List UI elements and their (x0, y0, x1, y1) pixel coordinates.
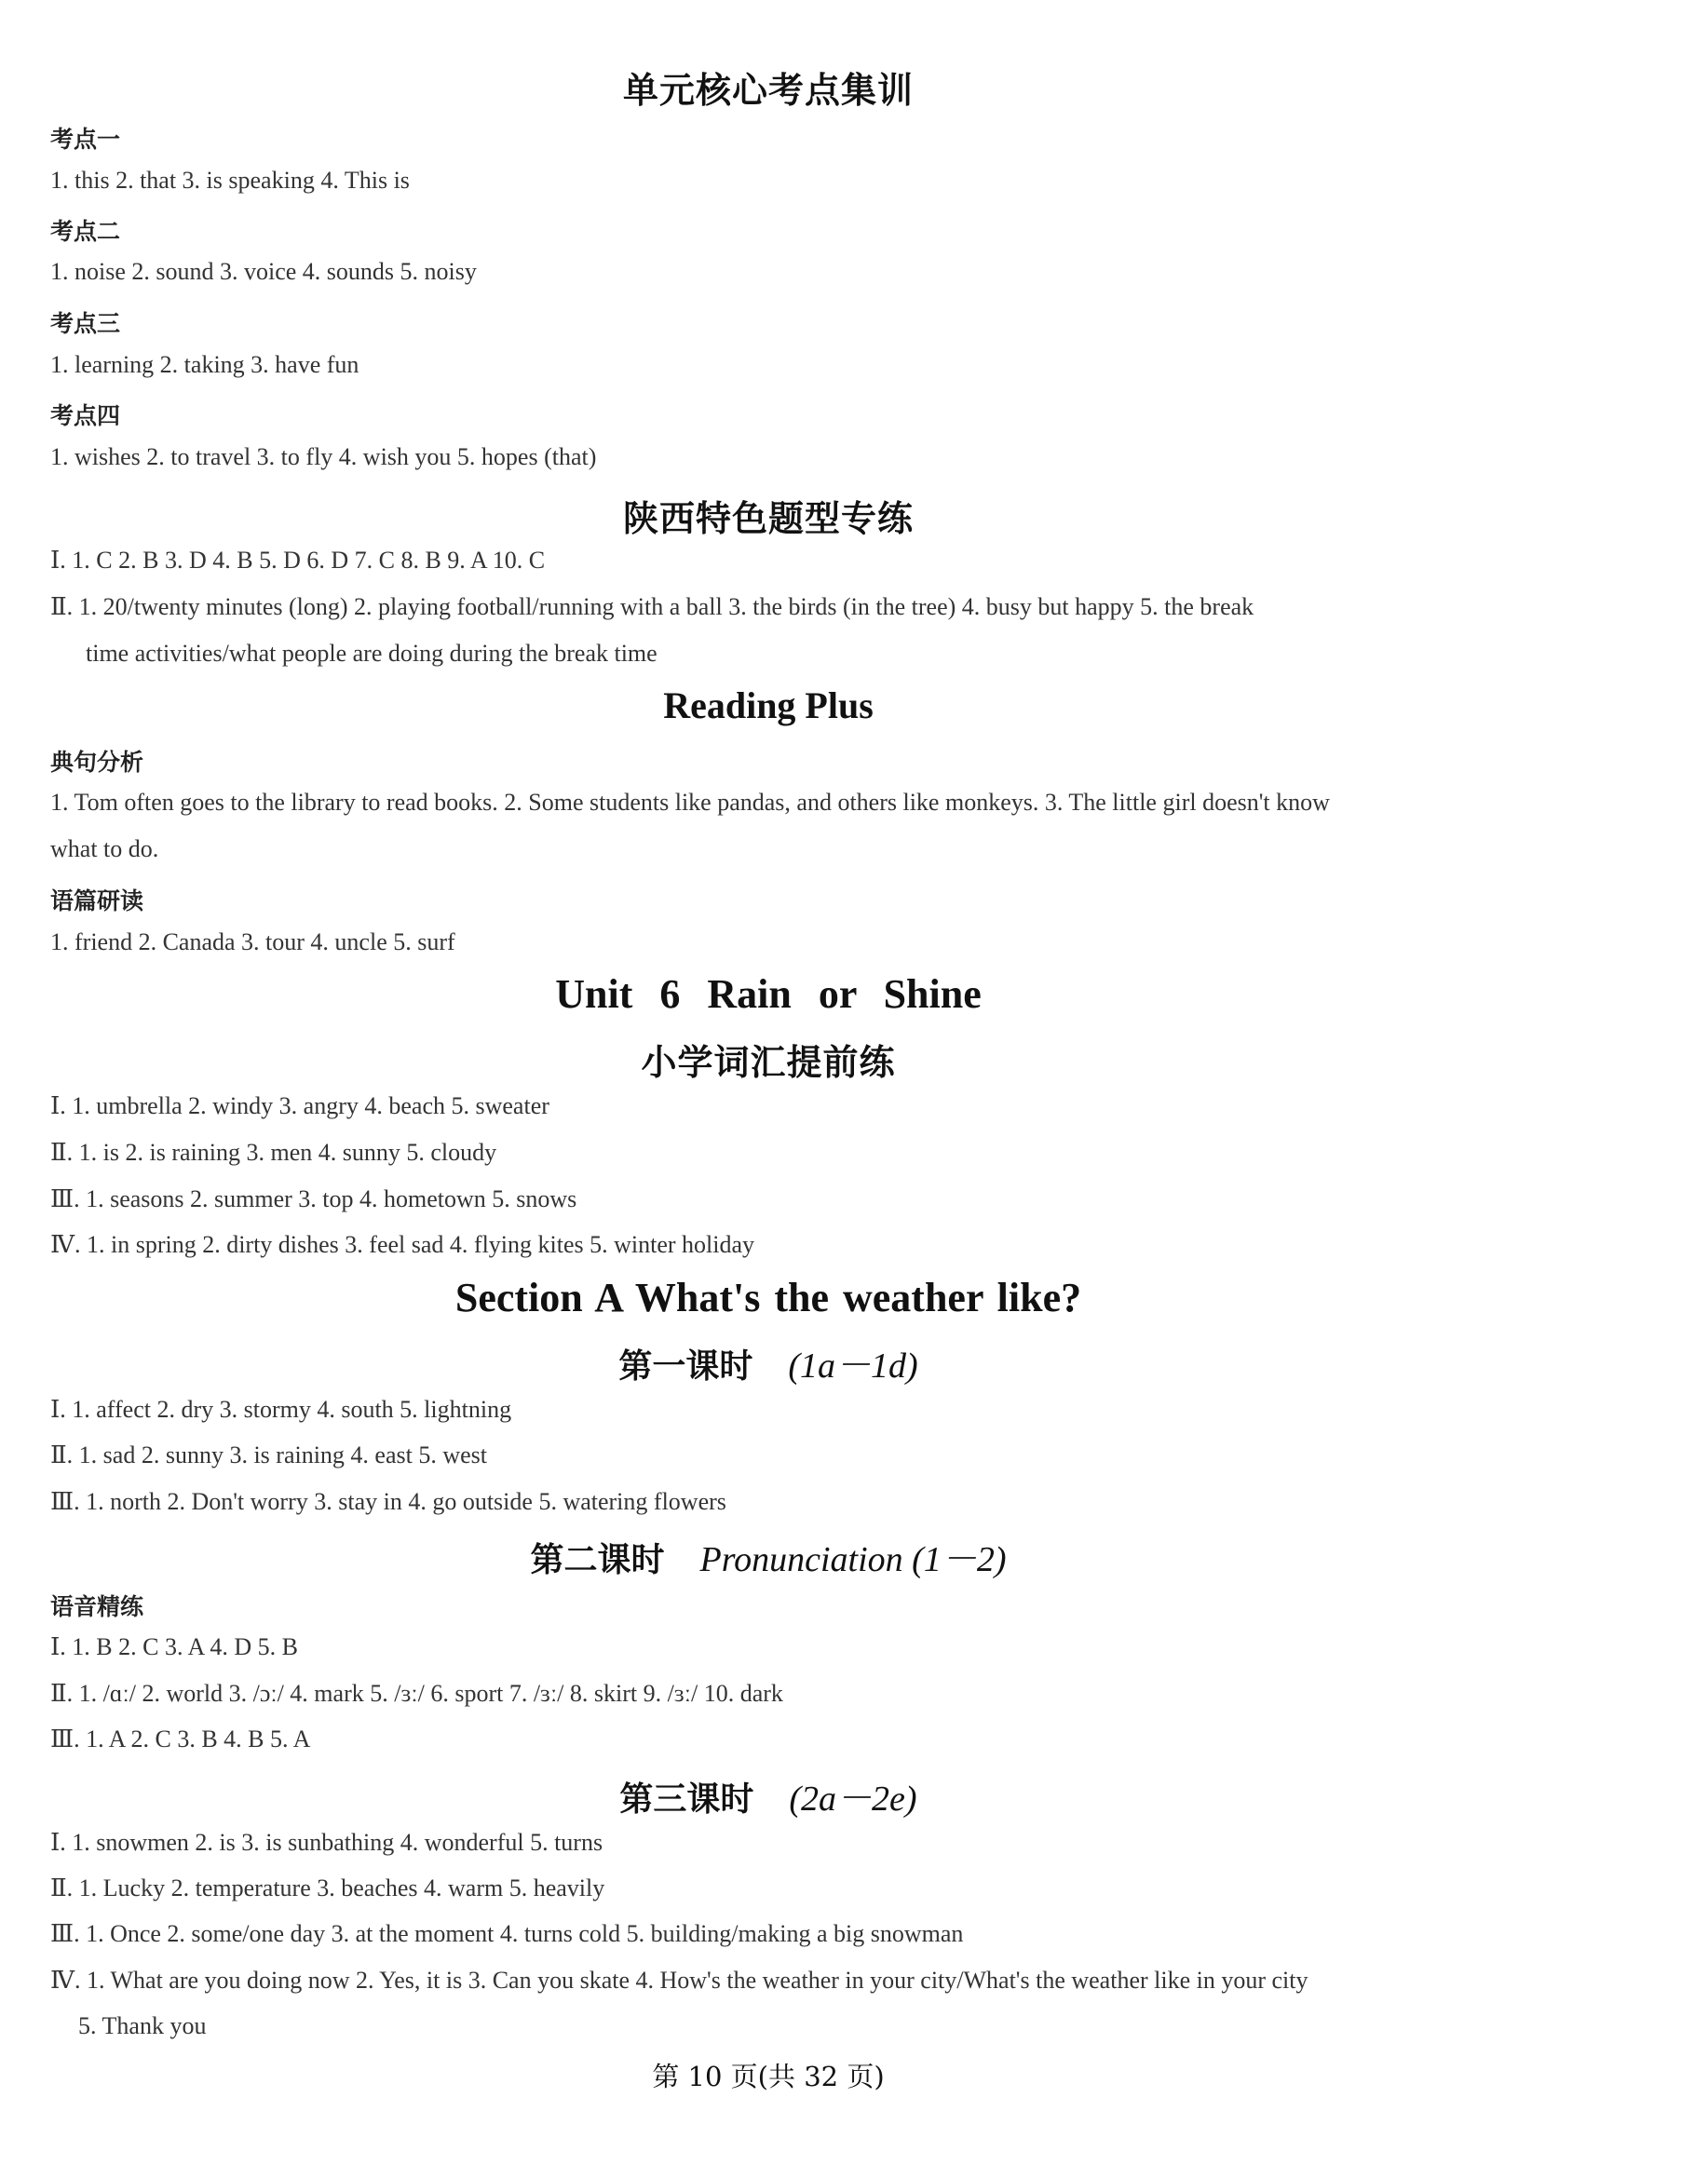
lesson-3-range: (2a－2e) (789, 1779, 917, 1819)
answer-line: what to do. (50, 835, 159, 862)
lesson-2-label: 第二课时 (530, 1541, 665, 1579)
section-title-shaanxi: 陕西特色题型专练 (622, 498, 914, 539)
answer-line: Ⅲ. 1. north 2. Don't worry 3. stay in 4. go outside 5. watering flowers (50, 1488, 726, 1515)
lesson-3-label: 第三课时 (619, 1780, 754, 1819)
subsection-k1: 考点一 (50, 126, 121, 153)
answer-line: time activities/what people are doing during the break time (86, 640, 657, 667)
section-title-vocab: 小学词汇提前练 (641, 1042, 896, 1083)
subsection-sentence-analysis: 典句分析 (50, 749, 144, 776)
answer-line: Ⅲ. 1. Once 2. some/one day 3. at the moment 4. turns cold 5. building/making a big snowman (50, 1920, 964, 1947)
section-title-reading-plus: Reading Plus (663, 684, 874, 726)
answer-line: Ⅱ. 1. sad 2. sunny 3. is raining 4. east 5. west (50, 1441, 488, 1468)
subsection-k4: 考点四 (50, 402, 121, 429)
answer-line: Ⅰ. 1. C 2. B 3. D 4. B 5. D 6. D 7. C 8. B 9. A 10. C (50, 547, 546, 574)
answer-line: Ⅲ. 1. A 2. C 3. B 4. B 5. A (50, 1725, 311, 1752)
answer-line: Ⅰ. 1. B 2. C 3. A 4. D 5. B (50, 1633, 298, 1660)
subsection-k3: 考点三 (50, 310, 121, 337)
page-number-footer: 第 10 页(共 32 页) (652, 2061, 885, 2092)
answer-line: 5. Thank you (78, 2012, 207, 2039)
answer-line: Ⅱ. 1. Lucky 2. temperature 3. beaches 4. warm 5. heavily (50, 1874, 605, 1901)
answer-line: Ⅳ. 1. in spring 2. dirty dishes 3. feel sad 4. flying kites 5. winter holiday (50, 1231, 755, 1258)
answer-line: Ⅰ. 1. umbrella 2. windy 3. angry 4. beach 5. sweater (50, 1092, 549, 1119)
answer-line: 1. noise 2. sound 3. voice 4. sounds 5. noisy (50, 258, 477, 285)
answer-line: 1. learning 2. taking 3. have fun (50, 351, 359, 378)
answer-line: Ⅱ. 1. /ɑː/ 2. world 3. /ɔː/ 4. mark 5. /ɜː/ 6. sport 7. /ɜː/ 8. skirt 9. /ɜː/ 10. dark (50, 1680, 783, 1707)
answer-line: Ⅰ. 1. affect 2. dry 3. stormy 4. south 5. lightning (50, 1396, 512, 1423)
answer-line: 1. this 2. that 3. is speaking 4. This is (50, 167, 410, 194)
answer-line: Ⅱ. 1. 20/twenty minutes (long) 2. playing football/running with a ball 3. the birds (in the tree) 4. busy but happy 5. the break (50, 593, 1254, 620)
answer-line: Ⅱ. 1. is 2. is raining 3. men 4. sunny 5. cloudy (50, 1139, 497, 1166)
answer-line: Ⅳ. 1. What are you doing now 2. Yes, it is 3. Can you skate 4. How's the weather in your city/What's the weather like in your city (50, 1967, 1308, 1994)
lesson-1-range: (1a－1d) (788, 1346, 918, 1386)
section-title-core-points: 单元核心考点集训 (622, 70, 914, 111)
answer-line: Ⅲ. 1. seasons 2. summer 3. top 4. hometown 5. snows (50, 1185, 577, 1212)
answer-line: 1. friend 2. Canada 3. tour 4. uncle 5. surf (50, 928, 455, 955)
lesson-2-range: Pronunciation (1－2) (699, 1540, 1007, 1579)
answer-line: 1. Tom often goes to the library to read books. 2. Some students like pandas, and others like monkeys. 3. The little girl doesn't know (50, 789, 1330, 816)
subsection-phonetics: 语音精练 (50, 1593, 144, 1620)
answer-line: 1. wishes 2. to travel 3. to fly 4. wish you 5. hopes (that) (50, 443, 597, 470)
lesson-2-title (0, 1530, 1537, 1581)
section-a-title: Section A What's the weather like? (454, 1275, 1082, 1320)
unit-title: Unit 6 Rain or Shine (555, 971, 982, 1017)
subsection-k2: 考点二 (50, 218, 121, 245)
lesson-1-label: 第一课时 (618, 1347, 753, 1386)
lesson-3-title (0, 1769, 1537, 1820)
answer-line: Ⅰ. 1. snowmen 2. is 3. is sunbathing 4. wonderful 5. turns (50, 1829, 603, 1856)
subsection-passage-reading: 语篇研读 (50, 887, 144, 914)
lesson-1-title (0, 1336, 1537, 1387)
